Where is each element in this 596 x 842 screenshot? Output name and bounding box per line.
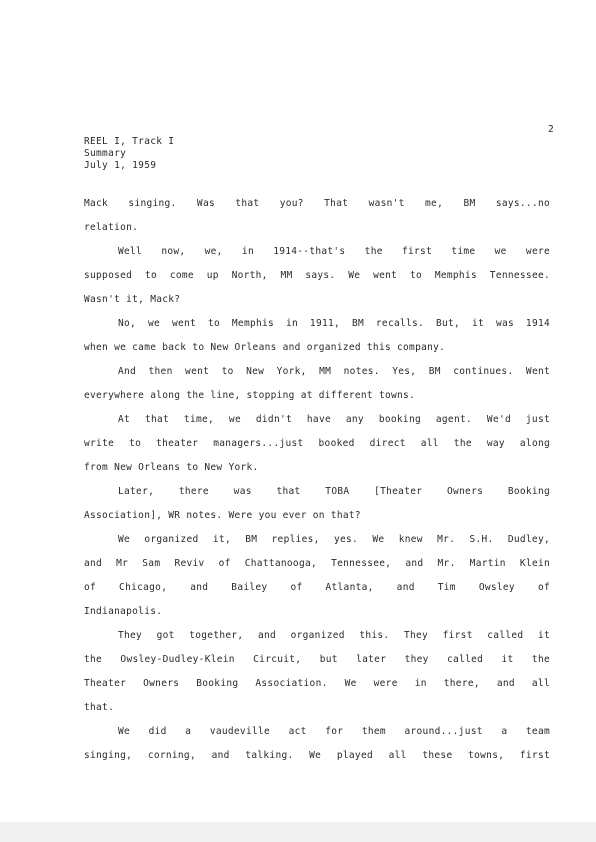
page-bottom-edge <box>0 822 596 842</box>
page-number: 2 <box>547 124 554 135</box>
text-line: Theater Owners Booking Association. We were in there, and all <box>84 678 550 689</box>
text-line: the Owsley-Dudley-Klein Circuit, but later they called it the <box>84 654 550 665</box>
text-line: and Mr Sam Reviv of Chattanooga, Tennessee, and Mr. Martin Klein <box>84 558 550 569</box>
document-header <box>84 124 554 172</box>
text-line: Mack singing. Was that you? That wasn't me, BM says...no <box>84 198 550 209</box>
text-line: They got together, and organized this. They first called it <box>118 630 550 641</box>
text-line: And then went to New York, MM notes. Yes, BM continues. Went <box>118 366 550 377</box>
text-line: of Chicago, and Bailey of Atlanta, and Tim Owsley of <box>84 582 550 593</box>
text-line: supposed to come up North, MM says. We went to Memphis Tennessee. <box>84 270 550 281</box>
text-line: everywhere along the line, stopping at different towns. <box>84 390 416 401</box>
text-line: when we came back to New Orleans and organized this company. <box>84 342 446 353</box>
text-line: relation. <box>84 222 139 233</box>
text-line: Well now, we, in 1914--that's the first time we were <box>118 246 550 257</box>
text-line: No, we went to Memphis in 1911, BM recalls. But, it was 1914 <box>118 318 550 329</box>
header-reel: REEL I, Track I <box>84 136 175 147</box>
text-line: Later, there was that TOBA [Theater Owners Booking <box>118 486 550 497</box>
transcript-body <box>84 192 550 768</box>
text-line: Association], WR notes. Were you ever on that? <box>84 510 361 521</box>
text-line: singing, corning, and talking. We played all these towns, first <box>84 750 550 761</box>
text-line: We did a vaudeville act for them around...just a team <box>118 726 550 737</box>
text-line: from New Orleans to New York. <box>84 462 259 473</box>
header-label: Summary <box>84 148 127 159</box>
text-line: that. <box>84 702 115 713</box>
text-line: We organized it, BM replies, yes. We knew Mr. S.H. Dudley, <box>118 534 550 545</box>
header-date: July 1, 1959 <box>84 160 157 171</box>
text-line: Wasn't it, Mack? <box>84 294 181 305</box>
text-line: At that time, we didn't have any booking agent. We'd just <box>118 414 550 425</box>
text-line: Indianapolis. <box>84 606 163 617</box>
text-line: write to theater managers...just booked direct all the way along <box>84 438 550 449</box>
